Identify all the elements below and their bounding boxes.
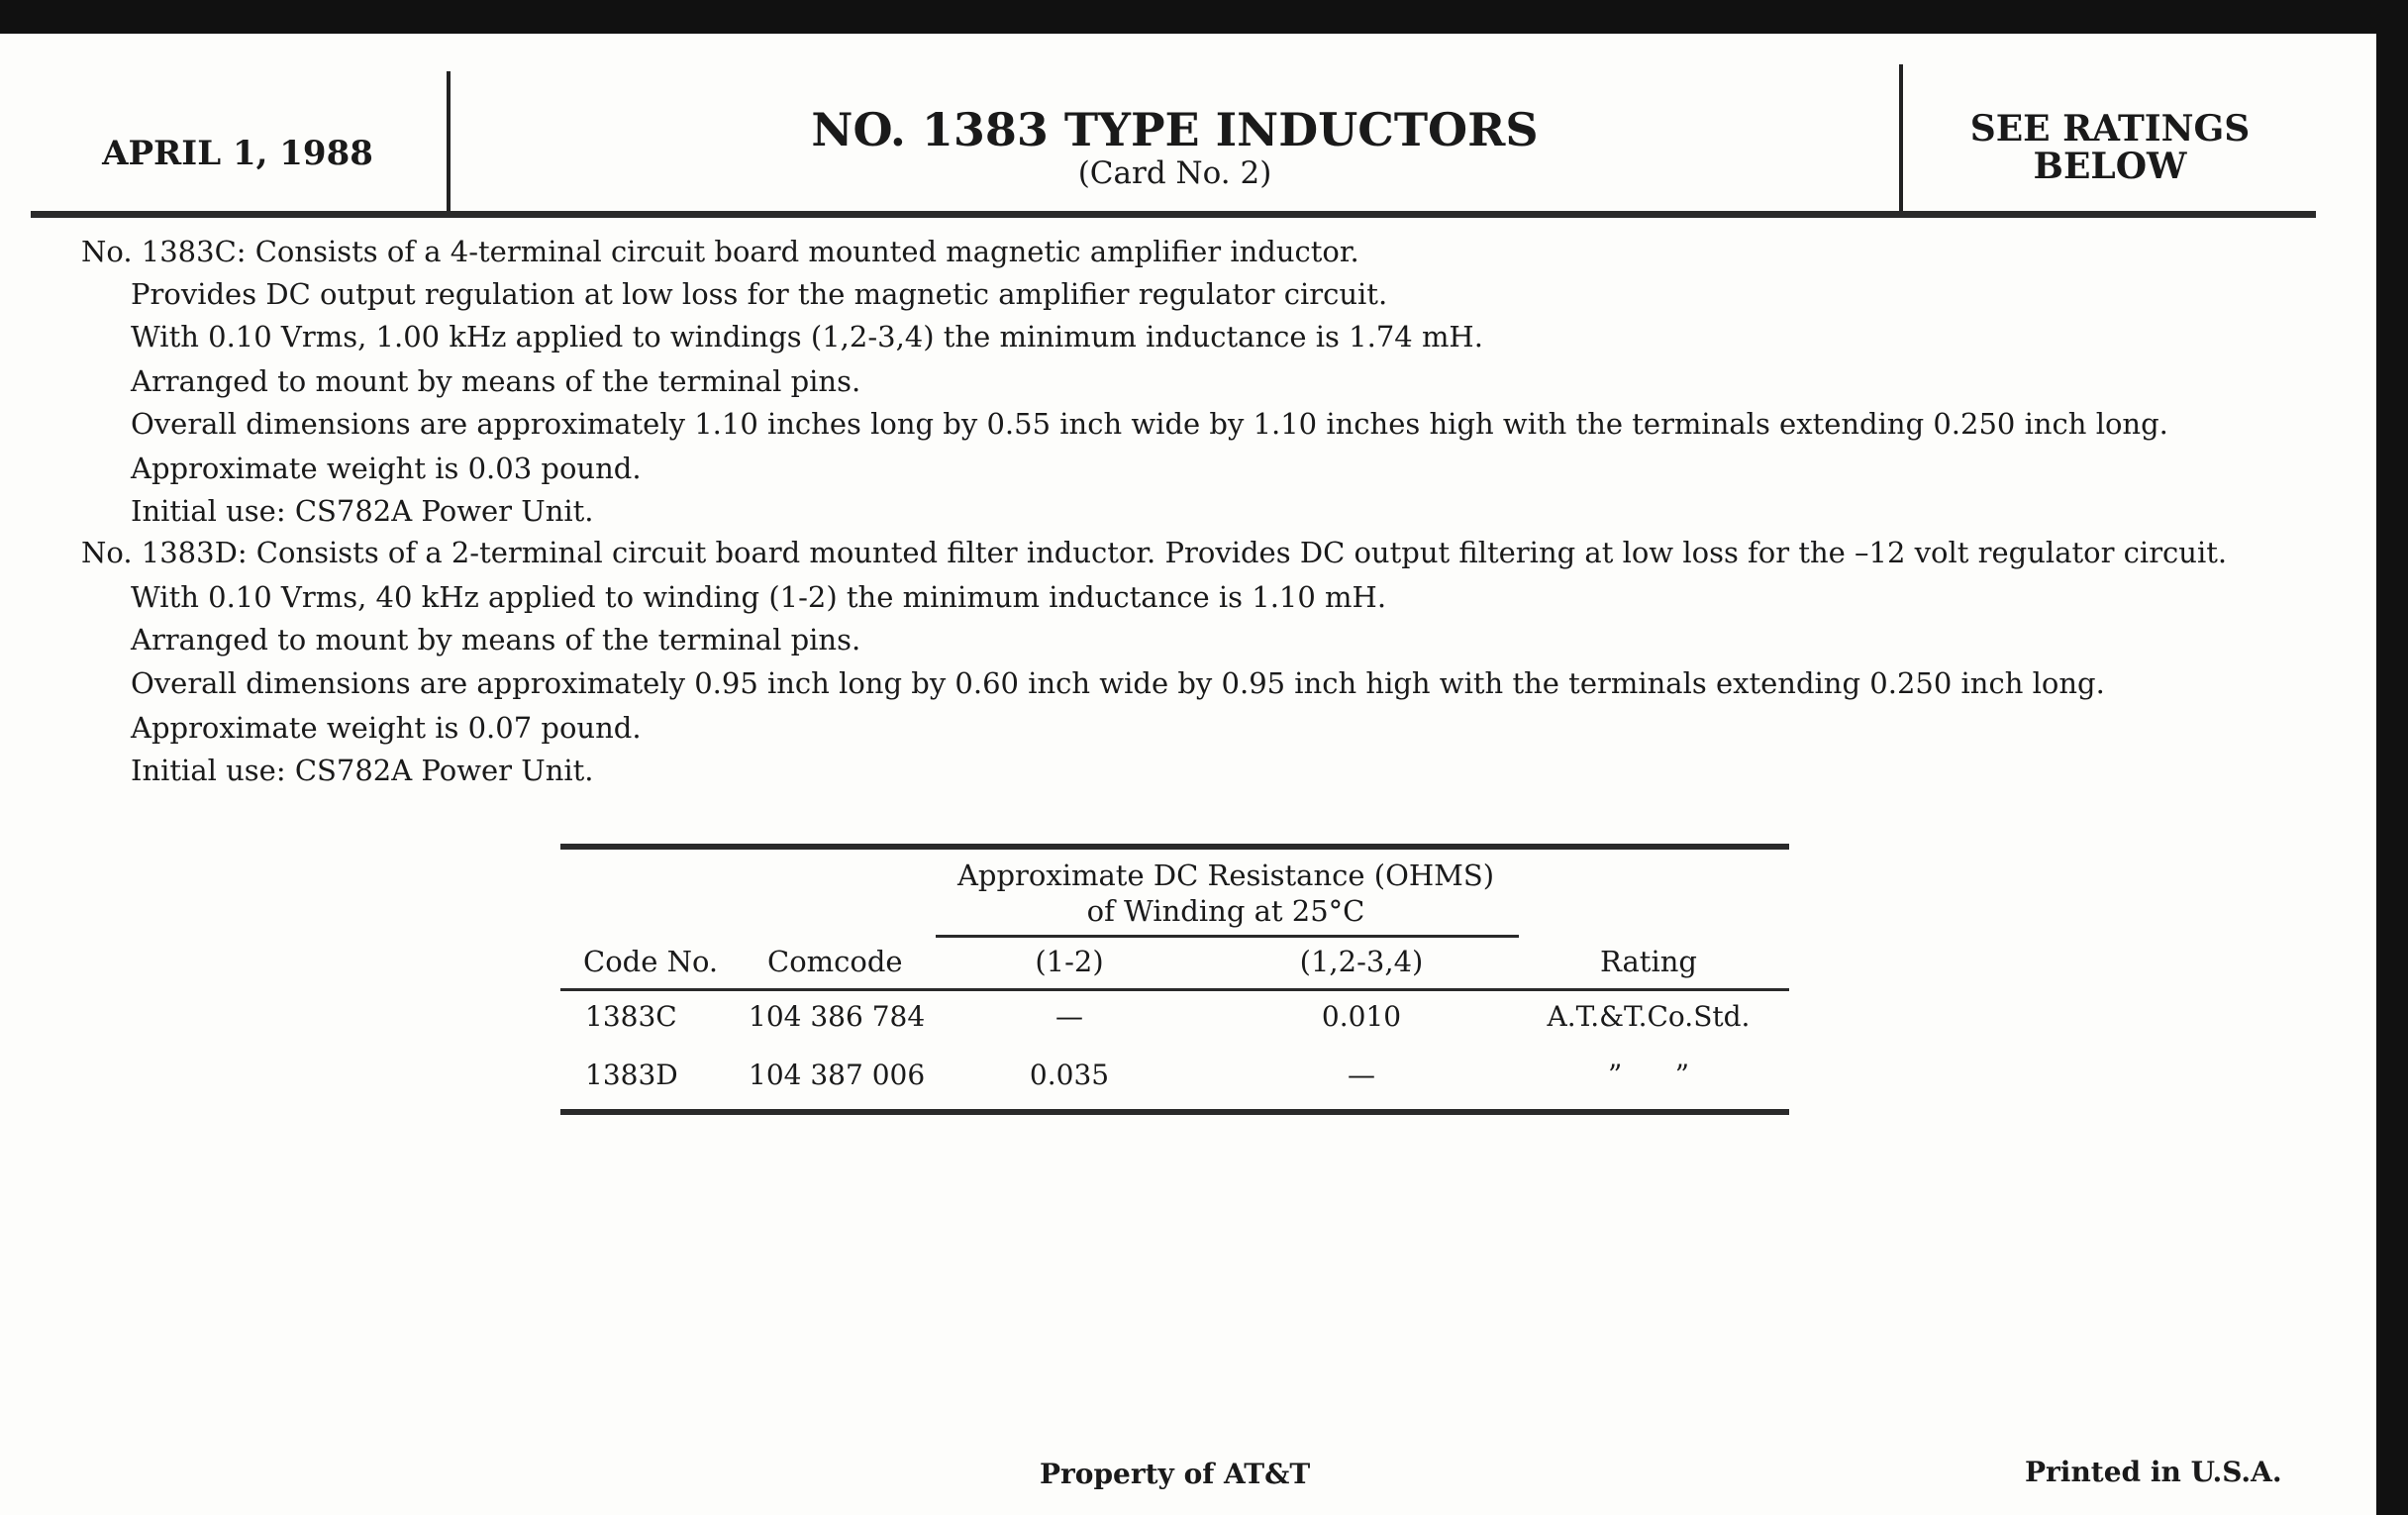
column-header-12-34: (1,2-3,4) (1299, 945, 1424, 978)
ratings-note-line1: SEE RATINGS (1969, 108, 2251, 150)
desc-1383c-line: With 0.10 Vrms, 1.00 kHz applied to windings (1,2-3,4) the minimum inductance is 1.74 mH. (131, 320, 1483, 354)
cell-12-34: 0.010 (1321, 1000, 1402, 1033)
desc-1383d-line: Overall dimensions are approximately 0.95 inch long by 0.60 inch wide by 0.95 inch high with the terminals extending 0.250 inch long. (131, 666, 2105, 700)
desc-1383d-line: No. 1383D: Consists of a 2-terminal circuit board mounted filter inductor. Provides DC output filtering at low loss for the –12 volt regulator circuit. (81, 536, 2228, 569)
desc-1383c-line: Arranged to mount by means of the terminal pins. (131, 364, 861, 398)
column-header-comcode: Comcode (767, 945, 903, 978)
cell-rating: A.T.&T.Co.Std. (1547, 1000, 1751, 1033)
card-date: APRIL 1, 1988 (102, 134, 373, 173)
desc-1383d-line: Initial use: CS782A Power Unit. (131, 754, 594, 787)
group-heading: Approximate DC Resistance (OHMS) (956, 858, 1495, 892)
column-header-1-2: (1-2) (1035, 945, 1104, 978)
desc-1383c-line: Overall dimensions are approximately 1.10 inches long by 0.55 inch wide by 1.10 inches high with the terminals extending 0.250 inch long. (131, 407, 2168, 441)
desc-1383d-line: Arranged to mount by means of the terminal pins. (131, 623, 861, 656)
desc-1383d-line: Approximate weight is 0.07 pound. (131, 711, 642, 745)
cell-comcode: 104 386 784 (749, 1000, 926, 1033)
cell-1-2: — (1055, 1000, 1083, 1033)
desc-1383c-line: No. 1383C: Consists of a 4-terminal circuit board mounted magnetic amplifier inductor. (81, 235, 1359, 268)
page-title: NO. 1383 TYPE INDUCTORS (811, 103, 1539, 156)
table-top-rule (560, 844, 1789, 850)
cell-rating: ” ” (1607, 1059, 1690, 1091)
scan-border-right (2376, 0, 2408, 1515)
desc-1383c-line: Initial use: CS782A Power Unit. (131, 494, 594, 528)
group-rule (936, 935, 1519, 938)
column-header-rating: Rating (1600, 945, 1697, 978)
scan-border-top (0, 0, 2408, 34)
table-bottom-rule (560, 1109, 1789, 1115)
header-rule (31, 211, 2316, 218)
card-number: (Card No. 2) (1077, 155, 1272, 191)
cell-code: 1383D (585, 1059, 678, 1091)
cell-12-34: — (1348, 1059, 1375, 1091)
header-rule-table (560, 988, 1789, 991)
desc-1383c-line: Provides DC output regulation at low loss for the magnetic amplifier regulator circuit. (131, 277, 1388, 311)
printed-notice: Printed in U.S.A. (2025, 1456, 2282, 1488)
cell-code: 1383C (585, 1000, 677, 1033)
property-notice: Property of AT&T (1040, 1458, 1311, 1490)
cell-comcode: 104 387 006 (749, 1059, 926, 1091)
desc-1383d-line: With 0.10 Vrms, 40 kHz applied to winding (1-2) the minimum inductance is 1.10 mH. (131, 580, 1387, 614)
group-heading: of Winding at 25°C (1086, 894, 1365, 928)
desc-1383c-line: Approximate weight is 0.03 pound. (131, 452, 642, 485)
cell-1-2: 0.035 (1029, 1059, 1110, 1091)
column-header-code: Code No. (583, 945, 719, 978)
ratings-note-line2: BELOW (2033, 146, 2187, 187)
